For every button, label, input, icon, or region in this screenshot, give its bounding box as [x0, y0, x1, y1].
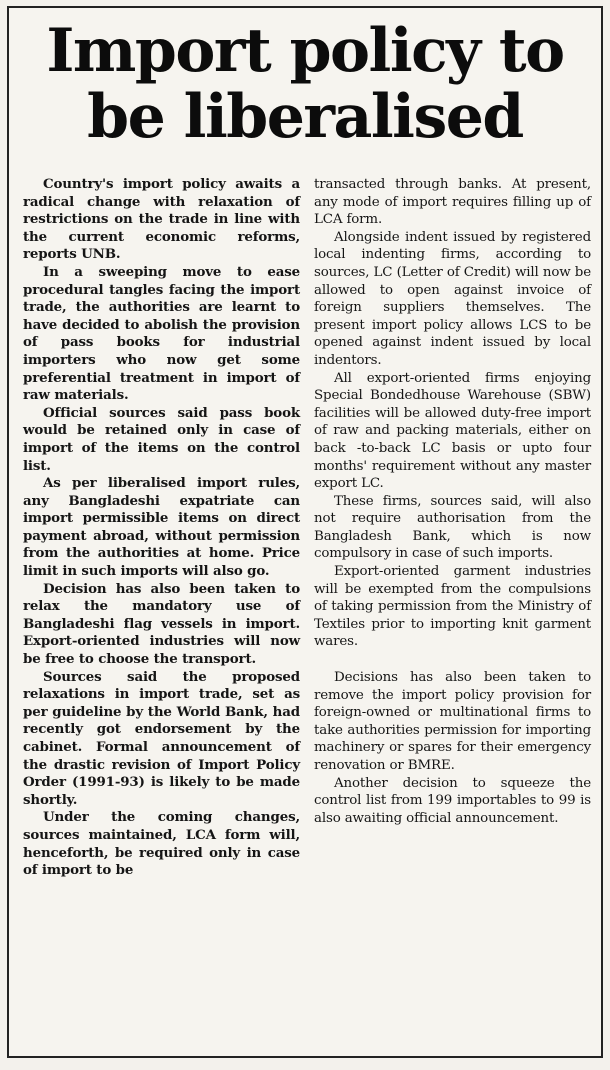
paragraph: transacted through banks. At present, any mode of import requires filling up of LCA form. [314, 177, 591, 228]
article-body [23, 176, 591, 880]
right-column [314, 176, 591, 880]
paragraph: Alongside indent issued by registered local indenting firms, according to sources, LC (Letter of Credit) will now be allowed to open against invoice of foreign suppliers themselves. The present import policy allows LCS to be opened against indent issued by local indentors. [314, 229, 591, 368]
paragraph: Official sources said pass book would be retained only in case of import of the items on the control list. [23, 404, 300, 474]
paragraph: Decision has also been taken to relax the mandatory use of Bangladeshi flag vessels in import. Export-oriented industries will now be free to choose the transport. [23, 580, 300, 668]
paragraph: Sources said the proposed relaxations in import trade, set as per guideline by the World Bank, had recently got endorsement by the cabinet. Formal announcement of the drastic revision of Import Policy Order (1991-93) is likely to be made shortly. [23, 668, 300, 808]
paragraph: As per liberalised import rules, any Bangladeshi expatriate can import permissible items on direct payment abroad, without permission from the authorities at home. Price limit in such imports will also go. [23, 475, 300, 580]
paragraph: Under the coming changes, sources maintained, LCA form will, henceforth, be required only in case of import to be [23, 809, 300, 879]
paragraph: Country's import policy awaits a radical change with relaxation of restrictions on the trade in line with the current economic reforms, reports UNB. [23, 176, 300, 263]
paragraph: Decisions has also been taken to remove the import policy provision for foreign-owned or multinational firms to take authorities permission for importing machinery or spares for their emergency renovation or BMRE. [314, 670, 591, 773]
paragraph: These firms, sources said, will also not require authorisation from the Bangladesh Bank, which is now compulsory in case of such imports. [314, 493, 591, 562]
paragraph: Another decision to squeeze the control list from 199 importables to 99 is also awaiting official announcement. [314, 775, 591, 826]
headline [9, 8, 601, 150]
left-column [23, 176, 300, 880]
paragraph: Export-oriented garment industries will be exempted from the compulsions of taking permission from the Ministry of Textiles prior to importing knit garment wares. [314, 564, 591, 650]
headline-line-2: be liberalised [87, 82, 523, 152]
newspaper-clipping [7, 6, 603, 1058]
paragraph: All export-oriented firms enjoying Special Bondedhouse Warehouse (SBW) facilities will be allowed duty-free import of raw and packing materials, either on back -to-back LC basis or upto four months' requirement without any master export LC. [314, 370, 591, 492]
paragraph: In a sweeping move to ease procedural tangles facing the import trade, the authorities are learnt to have decided to abolish the provision of pass books for industrial importers who now get some preferential treatment in import of raw materials. [23, 263, 300, 404]
headline-line-1: Import policy to [46, 16, 564, 86]
